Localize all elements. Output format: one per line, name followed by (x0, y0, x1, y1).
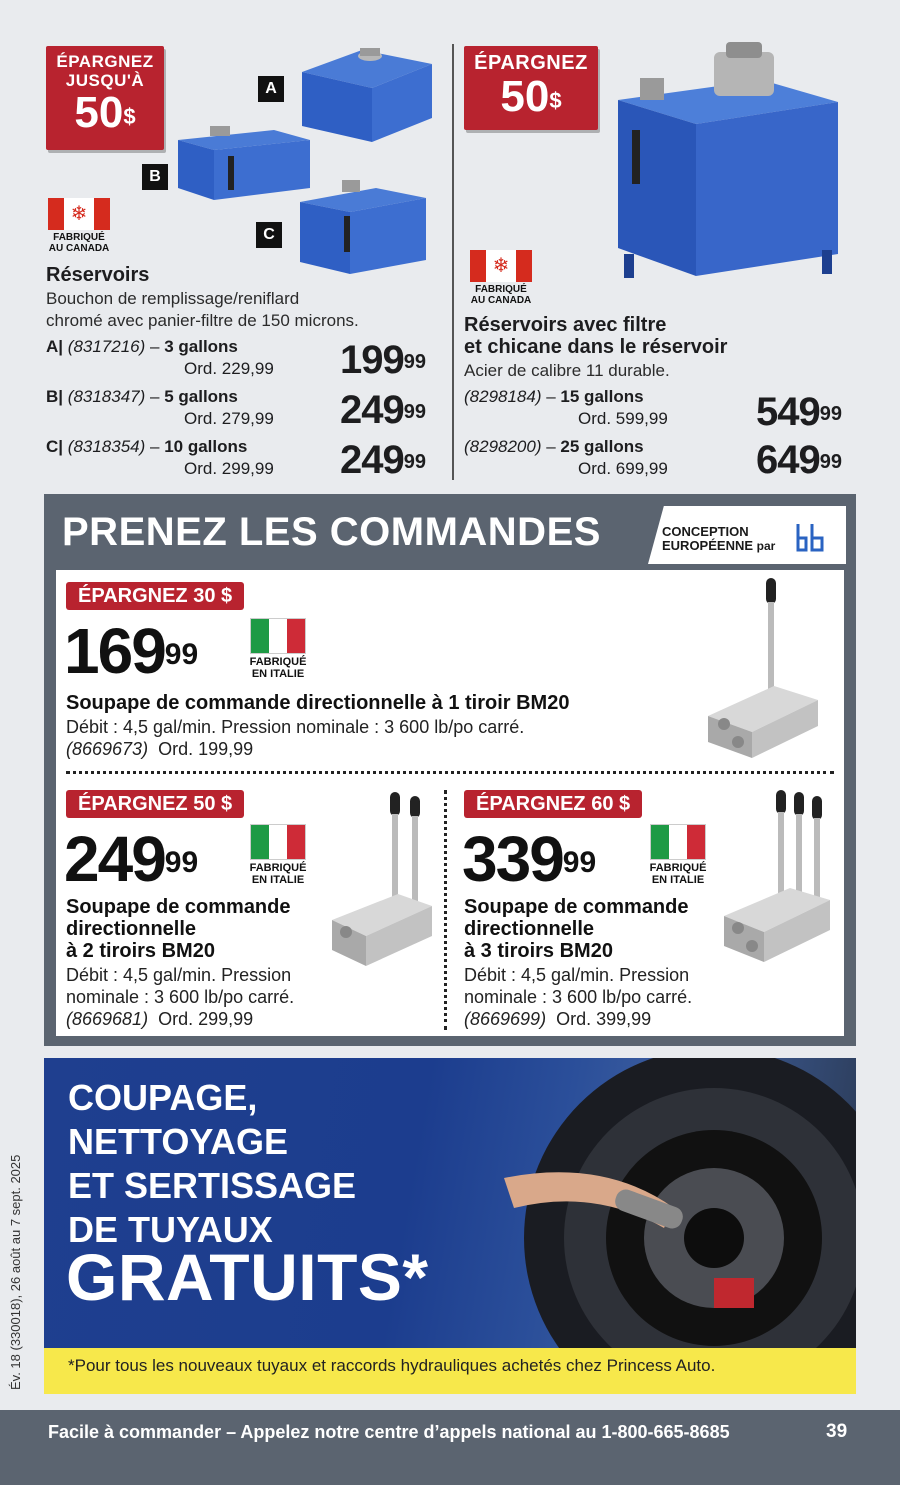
event-side-note: Év. 18 (330018), 26 août au 7 sept. 2025 (8, 1154, 23, 1390)
filter-reservoir-item-15-ord: Ord. 599,99 (578, 409, 668, 428)
badge-line1: ÉPARGNEZ (474, 52, 588, 74)
made-in-canada-label: FABRIQUÉ AU CANADA (48, 232, 110, 254)
reservoir-item-b-price: $249^{99}$ (340, 388, 426, 432)
badge-line1: ÉPARGNEZ (56, 52, 154, 71)
valve2-title-2: directionnelle (66, 918, 197, 940)
banner-free-label: GRATUITS* (66, 1240, 429, 1314)
valve3-price: $339^{99}$ (462, 823, 597, 895)
filter-reservoir-item-15-price: $549^{99}$ (756, 390, 842, 434)
column-divider (452, 44, 454, 480)
banner-footnote: *Pour tous les nouveaux tuyaux et raccords hydrauliques achetés chez Princess Auto. (44, 1348, 856, 1394)
tag-c: C (256, 222, 282, 248)
badge-line2: JUSQU'À (65, 71, 145, 90)
valve1-desc: Débit : 4,5 gal/min. Pression nominale : 3 600 lb/po carré. (66, 717, 525, 737)
reservoir-item-c-price: $249^{99}$ (340, 438, 426, 482)
banner-headline: COUPAGE, NETTOYAGE ET SERTISSAGE DE TUYAUX (68, 1077, 357, 1250)
badge-amount: 50$ (74, 88, 136, 137)
tank-a-image (292, 42, 434, 146)
savings-badge-filter-reservoirs (464, 46, 598, 130)
valve1-image (700, 576, 824, 762)
made-in-italy-label: FABRIQUÉ EN ITALIE (649, 862, 707, 886)
tank-b-image (174, 126, 312, 202)
valve1-title: Soupape de commande directionnelle à 1 tiroir BM20 (66, 692, 570, 714)
valve2-title-1: Soupape de commande (66, 896, 291, 918)
valve2-title-3: à 2 tiroirs BM20 (66, 940, 215, 962)
filter-reservoir-item-25: (8298200) – 25 gallons (464, 437, 644, 456)
valve1-save-pill: ÉPARGNEZ 30 $ (66, 582, 244, 610)
filter-reservoir-item-25-ord: Ord. 699,99 (578, 459, 668, 478)
tag-b: B (142, 164, 168, 190)
section-divider-horizontal (66, 771, 834, 774)
filter-reservoirs-title-1: Réservoirs avec filtre (464, 314, 667, 336)
valve3-desc-2: nominale : 3 600 lb/po carré. (464, 987, 693, 1007)
made-in-italy-label: FABRIQUÉ EN ITALIE (249, 656, 307, 680)
reservoir-item-c: C| (8318354) – 10 gallons (46, 437, 248, 456)
reservoir-item-b: B| (8318347) – 5 gallons (46, 387, 238, 406)
valve2-image (328, 790, 434, 976)
valve3-image (720, 786, 832, 976)
euro-design-label: CONCEPTION EUROPÉENNE par (662, 524, 776, 553)
made-in-canada-label: FABRIQUÉ AU CANADA (470, 284, 532, 306)
valve3-sku-ord: (8669699) Ord. 399,99 (464, 1009, 652, 1029)
reservoirs-desc-2: chromé avec panier-filtre de 150 microns. (46, 311, 359, 330)
page-number: 39 (826, 1421, 848, 1442)
valve2-price: $249^{99}$ (64, 823, 199, 895)
tank-c-image (296, 180, 430, 278)
italy-flag-icon (650, 824, 706, 860)
bb-logo-icon (792, 520, 828, 556)
reservoir-item-a-price: $199^{99}$ (340, 338, 426, 382)
reservoir-item-a-ord: Ord. 229,99 (184, 359, 274, 378)
large-tank-image (610, 40, 844, 286)
canada-flag-icon: ❄ (48, 198, 110, 230)
valve2-save-pill: ÉPARGNEZ 50 $ (66, 790, 244, 818)
tag-a: A (258, 76, 284, 102)
savings-badge-reservoirs (46, 46, 164, 150)
valve3-title-2: directionnelle (464, 918, 595, 940)
reservoir-item-b-ord: Ord. 279,99 (184, 409, 274, 428)
valve3-save-pill: ÉPARGNEZ 60 $ (464, 790, 642, 818)
reservoir-item-a: A| (8317216) – 3 gallons (46, 337, 238, 356)
canada-flag-icon: ❄ (470, 250, 532, 282)
filter-reservoirs-desc: Acier de calibre 11 durable. (464, 361, 670, 380)
controls-header: PRENEZ LES COMMANDES (62, 510, 601, 554)
valve3-title-1: Soupape de commande (464, 896, 689, 918)
valve2-sku-ord: (8669681) Ord. 299,99 (66, 1009, 254, 1029)
section-divider-vertical (444, 790, 447, 1030)
reservoirs-title: Réservoirs (46, 264, 150, 286)
filter-reservoir-item-15: (8298184) – 15 gallons (464, 387, 644, 406)
filter-reservoir-item-25-price: $649^{99}$ (756, 438, 842, 482)
hose-crimper-image (464, 1058, 856, 1348)
italy-flag-icon (250, 618, 306, 654)
reservoirs-desc-1: Bouchon de remplissage/reniflard (46, 289, 300, 308)
valve3-desc-1: Débit : 4,5 gal/min. Pression (464, 965, 690, 985)
filter-reservoirs-title-2: et chicane dans le réservoir (464, 336, 728, 358)
badge-amount: 50$ (500, 72, 562, 121)
made-in-italy-label: FABRIQUÉ EN ITALIE (249, 862, 307, 886)
valve2-desc-1: Débit : 4,5 gal/min. Pression (66, 965, 292, 985)
valve1-sku-ord: (8669673) Ord. 199,99 (66, 739, 254, 759)
valve1-price: $169^{99}$ (64, 615, 199, 687)
footer-call-text: Facile à commander – Appelez notre centre d’appels national au 1-800-665-8685 (48, 1422, 730, 1442)
reservoir-item-c-ord: Ord. 299,99 (184, 459, 274, 478)
valve2-desc-2: nominale : 3 600 lb/po carré. (66, 987, 295, 1007)
italy-flag-icon (250, 824, 306, 860)
valve3-title-3: à 3 tiroirs BM20 (464, 940, 613, 962)
